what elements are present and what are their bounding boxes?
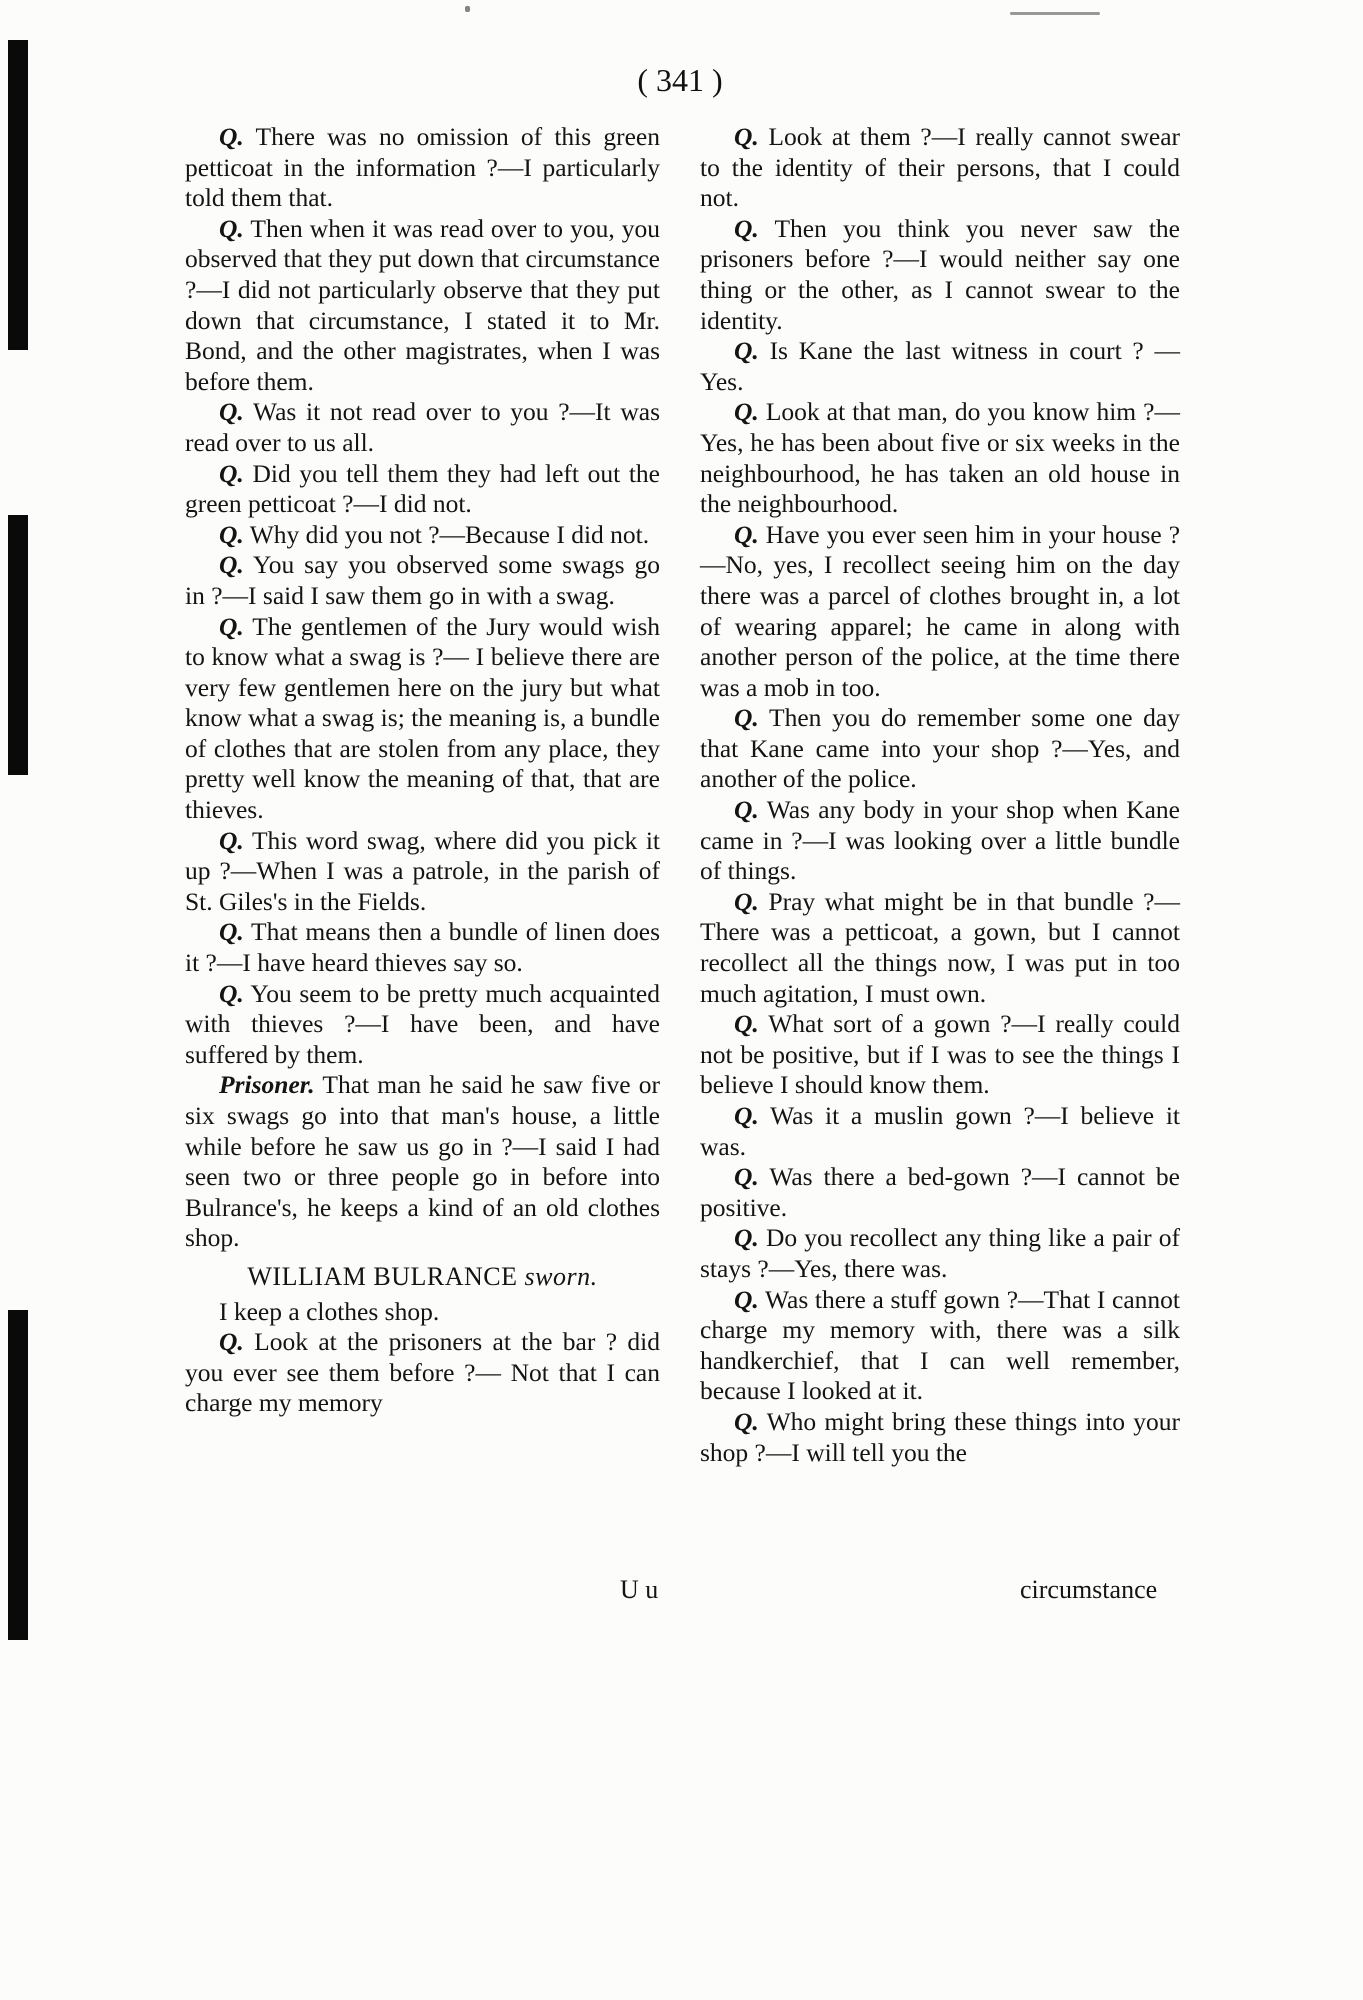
paragraph-text: Then you think you never saw the prisoners before ?—I would neither say one thing or the other, as I cannot swear to the identity. bbox=[700, 213, 1180, 335]
catchword: circumstance bbox=[1020, 1575, 1158, 1604]
paragraph-text: Look at the prisoners at the bar ? did you ever see them before ?— Not that I can charge my memory bbox=[185, 1327, 661, 1418]
right-paragraphs bbox=[700, 122, 1180, 1468]
speaker-marker: Q. bbox=[219, 458, 244, 488]
page-number: ( 341 ) bbox=[637, 62, 723, 98]
left-column bbox=[185, 122, 660, 1419]
speaker-marker: Q. bbox=[219, 397, 244, 427]
speaker-marker: Q. bbox=[219, 550, 244, 580]
speaker-marker: Q. bbox=[734, 1009, 759, 1039]
paragraph-text: Was there a bed-gown ?—I cannot be positive. bbox=[700, 1162, 1180, 1222]
paragraph-text: This word swag, where did you pick it up ?—When I was a patrole, in the parish of St. Giles's in the Fields. bbox=[185, 825, 660, 916]
paragraph bbox=[700, 1162, 1180, 1223]
paragraph-text: That man he said he saw five or six swags go into that man's house, a little while before he saw us go in ?—I said I had seen two or three people go in before into Bulrance's, he keeps a kind of an old clothes shop. bbox=[185, 1070, 660, 1253]
sworn-label: sworn. bbox=[524, 1261, 598, 1291]
paragraph bbox=[700, 336, 1180, 397]
paragraph-text: Did you tell them they had left out the green petticoat ?—I did not. bbox=[185, 458, 661, 519]
paragraph-text: Was it a muslin gown ?—I believe it was. bbox=[700, 1101, 1181, 1161]
paragraph bbox=[700, 397, 1180, 519]
signature-mark: U u bbox=[620, 1575, 659, 1604]
speaker-marker: Q. bbox=[219, 825, 244, 855]
speaker-marker: Q. bbox=[219, 213, 244, 243]
speaker-marker: Q. bbox=[734, 397, 759, 427]
paragraph bbox=[185, 612, 660, 826]
paragraph bbox=[700, 1009, 1180, 1101]
paragraph-text: Look at them ?—I really cannot swear to the identity of their persons, that I could not. bbox=[700, 122, 1181, 213]
paragraph-text: Who might bring these things into your shop ?—I will tell you the bbox=[700, 1406, 1180, 1467]
speaker-marker: Q. bbox=[734, 795, 759, 825]
paragraph bbox=[185, 397, 660, 458]
speaker-marker: Q. bbox=[734, 1406, 759, 1436]
paragraph-text: Look at that man, do you know him ?—Yes, he has been about five or six weeks in the neighbourhood, he has taken an old house in the neighbourhood. bbox=[700, 397, 1180, 519]
paragraph bbox=[700, 1407, 1180, 1468]
paragraph bbox=[185, 1327, 660, 1419]
paragraph bbox=[185, 550, 660, 611]
binding-edge-mark bbox=[8, 1310, 28, 1640]
paragraph-text: You seem to be pretty much acquainted with thieves ?—I have been, and have suffered by them. bbox=[185, 978, 661, 1069]
paragraph bbox=[700, 887, 1180, 1009]
paragraph-text: Then you do remember some one day that Kane came into your shop ?—Yes, and another of the police. bbox=[700, 703, 1180, 794]
paragraph-text: Have you ever seen him in your house ?—No, yes, I recollect seeing him on the day there was a parcel of clothes brought in, a lot of wearing apparel; he came in along with another person of the police, at the time there was a mob in too. bbox=[700, 519, 1181, 702]
paragraph bbox=[185, 459, 660, 520]
speaker-marker: Q. bbox=[219, 519, 244, 549]
speaker-marker: Q. bbox=[734, 703, 759, 733]
speaker-marker: Q. bbox=[734, 1223, 759, 1253]
paragraph-text: Then when it was read over to you, you observed that they put down that circumstance ?—I did not particularly observe that they put down that circumstance, I stated it to Mr. Bond, and the other magistrates, when I was before them. bbox=[185, 213, 660, 396]
paragraph-text: You say you observed some swags go in ?—I said I saw them go in with a swag. bbox=[185, 550, 660, 610]
paragraph-text: Was it not read over to you ?—It was read over to us all. bbox=[185, 397, 660, 457]
paragraph-text: Was any body in your shop when Kane came in ?—I was looking over a little bundle of things. bbox=[700, 795, 1180, 886]
ink-speck bbox=[465, 6, 470, 12]
speaker-marker: Q. bbox=[734, 336, 759, 366]
speaker-marker: Q. bbox=[219, 122, 244, 151]
speaker-marker: Q. bbox=[219, 917, 244, 947]
paragraph bbox=[185, 214, 660, 398]
paragraph bbox=[700, 1223, 1180, 1284]
speaker-marker: Q. bbox=[219, 1327, 244, 1357]
right-column bbox=[700, 122, 1180, 1468]
paragraph-text: Pray what might be in that bundle ?—There was a petticoat, a gown, but I cannot recollect all the things now, I was put in too much agitation, I must own. bbox=[700, 886, 1181, 1008]
paragraph bbox=[700, 703, 1180, 795]
speaker-marker: Q. bbox=[734, 122, 759, 151]
speaker-marker: Q. bbox=[734, 1284, 759, 1314]
paragraph-text: The gentlemen of the Jury would wish to know what a swag is ?— I believe there are very few gentlemen here on the jury but what know what a swag is; the meaning is, a bundle of clothes that are stolen from any place, they pretty well know the meaning of that, that are thieves. bbox=[185, 611, 660, 825]
paragraph bbox=[700, 1101, 1180, 1162]
paragraph bbox=[185, 826, 660, 918]
speaker-marker: Q. bbox=[219, 611, 244, 641]
paragraph-text: I keep a clothes shop. bbox=[219, 1296, 440, 1326]
paragraph bbox=[185, 122, 660, 214]
speaker-marker: Q. bbox=[734, 213, 759, 243]
paragraph-text: Was there a stuff gown ?—That I cannot charge my memory with, there was a silk handkerchief, that I can well remember, because I looked at it. bbox=[700, 1284, 1180, 1406]
left-paragraphs-after-heading bbox=[185, 1297, 660, 1419]
paragraph bbox=[185, 917, 660, 978]
paragraph bbox=[185, 979, 660, 1071]
witness-heading bbox=[185, 1262, 660, 1293]
binding-edge-mark bbox=[8, 40, 28, 350]
paragraph-text: Do you recollect any thing like a pair of stays ?—Yes, there was. bbox=[700, 1223, 1180, 1283]
paragraph bbox=[700, 122, 1180, 214]
paragraph bbox=[700, 1285, 1180, 1407]
paragraph-text: That means then a bundle of linen does it ?—I have heard thieves say so. bbox=[185, 917, 661, 978]
left-paragraphs bbox=[185, 122, 660, 1254]
paragraph-text: What sort of a gown ?—I really could not be positive, but if I was to see the things I believe I should know them. bbox=[700, 1009, 1180, 1100]
speaker-marker: Q. bbox=[734, 519, 759, 549]
paragraph bbox=[185, 520, 660, 551]
speaker-marker: Prisoner. bbox=[219, 1070, 315, 1100]
witness-name: WILLIAM BULRANCE bbox=[247, 1261, 518, 1291]
paragraph bbox=[700, 795, 1180, 887]
paragraph bbox=[700, 214, 1180, 336]
paragraph bbox=[185, 1070, 660, 1254]
speaker-marker: Q. bbox=[734, 1162, 759, 1192]
ink-speck bbox=[1010, 12, 1100, 15]
paragraph-text: Why did you not ?—Because I did not. bbox=[249, 519, 650, 549]
binding-edge-mark bbox=[8, 515, 28, 775]
speaker-marker: Q. bbox=[734, 1101, 759, 1130]
paragraph-text: Is Kane the last witness in court ? —Yes. bbox=[700, 336, 1181, 396]
paragraph bbox=[185, 1297, 660, 1328]
paragraph bbox=[700, 520, 1180, 704]
speaker-marker: Q. bbox=[734, 886, 759, 916]
speaker-marker: Q. bbox=[219, 978, 244, 1008]
paragraph-text: There was no omission of this green petticoat in the information ?—I particularly told them that. bbox=[185, 122, 660, 213]
